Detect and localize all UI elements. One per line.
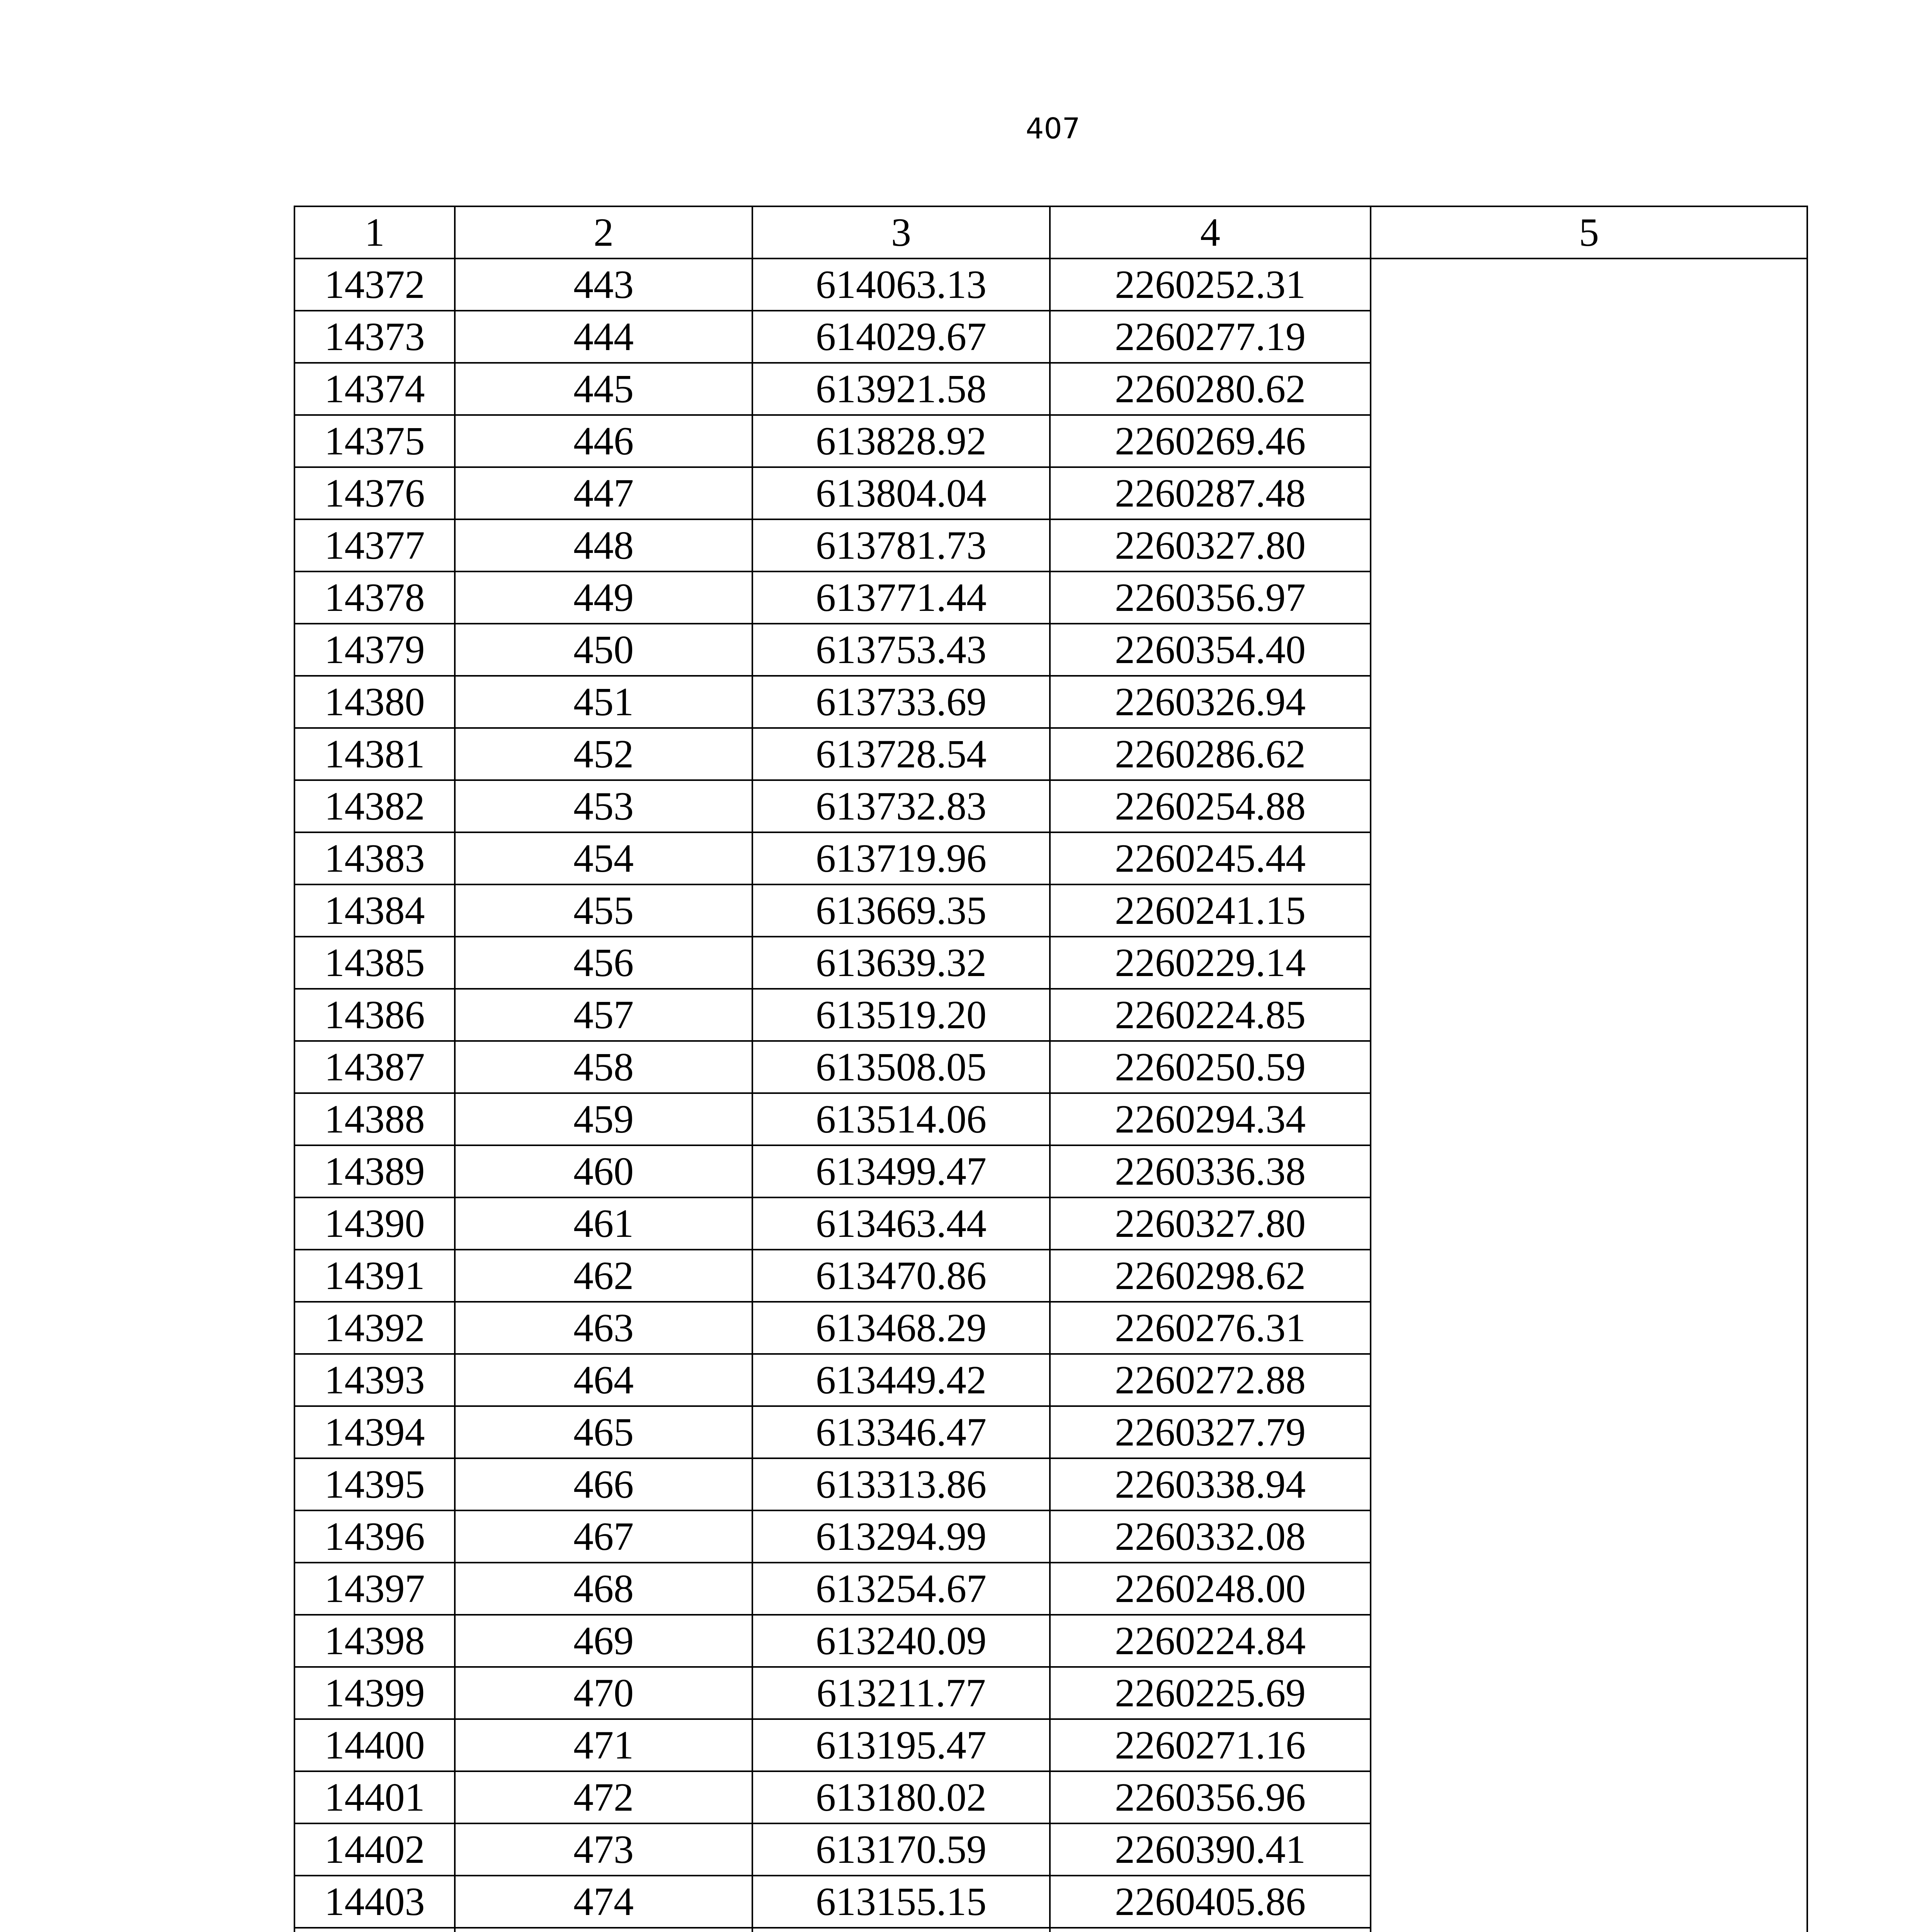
- table-cell-col-2: 455: [455, 884, 752, 937]
- table-cell-col-3: 614063.13: [752, 259, 1050, 311]
- table-cell-col-4: 2260327.79: [1050, 1406, 1371, 1458]
- table-cell-col-1: 14391: [294, 1250, 455, 1302]
- table-cell-col-4: 2260336.38: [1050, 1145, 1371, 1197]
- table-cell-col-3: 613211.77: [752, 1667, 1050, 1719]
- table-cell-col-4: 2260390.41: [1050, 1823, 1371, 1876]
- table-cell-col-4: 2260326.94: [1050, 676, 1371, 728]
- table-cell-col-3: 613728.54: [752, 728, 1050, 780]
- table-cell-col-3: 613828.92: [752, 415, 1050, 467]
- table-cell-col-3: 613719.96: [752, 832, 1050, 884]
- table-cell-col-4: 2260276.31: [1050, 1302, 1371, 1354]
- table-cell-col-3: 613519.20: [752, 989, 1050, 1041]
- table-cell-col-4: 2260354.40: [1050, 624, 1371, 676]
- table-cell-col-2: 464: [455, 1354, 752, 1406]
- table-cell-col-1: 14394: [294, 1406, 455, 1458]
- table-cell-col-4: 2260269.46: [1050, 415, 1371, 467]
- table-cell-col-2: [455, 1928, 752, 1932]
- table-cell-col-3: 613195.47: [752, 1719, 1050, 1771]
- table-cell-col-2: 472: [455, 1771, 752, 1823]
- table-cell-col-4: [1050, 1928, 1371, 1932]
- table-cell-col-3: 613346.47: [752, 1406, 1050, 1458]
- table-cell-col-2: 449: [455, 571, 752, 624]
- table-cell-col-5-merged: [1371, 259, 1807, 1932]
- table-cell-col-4: 2260338.94: [1050, 1458, 1371, 1510]
- table-cell-col-4: 2260277.19: [1050, 311, 1371, 363]
- table-cell-col-2: 448: [455, 519, 752, 571]
- table-cell-col-2: 465: [455, 1406, 752, 1458]
- table-cell-col-2: 453: [455, 780, 752, 832]
- table-cell-col-1: 14398: [294, 1615, 455, 1667]
- table-cell-col-4: 2260225.69: [1050, 1667, 1371, 1719]
- table-header: [294, 206, 1807, 259]
- table-cell-col-4: 2260332.08: [1050, 1510, 1371, 1563]
- header-col-5: 5: [1371, 206, 1807, 259]
- table-cell-col-2: 469: [455, 1615, 752, 1667]
- table-cell-col-2: 460: [455, 1145, 752, 1197]
- table-cell-col-4: 2260327.80: [1050, 519, 1371, 571]
- table-cell-col-3: 613499.47: [752, 1145, 1050, 1197]
- table-cell-col-2: 468: [455, 1563, 752, 1615]
- table-cell-col-3: 613669.35: [752, 884, 1050, 937]
- table-cell-col-4: 2260229.14: [1050, 937, 1371, 989]
- table-cell-col-2: 457: [455, 989, 752, 1041]
- table-cell-col-1: 14381: [294, 728, 455, 780]
- table-cell-col-2: 443: [455, 259, 752, 311]
- table-cell-col-4: 2260252.31: [1050, 259, 1371, 311]
- table-cell-col-4: 2260271.16: [1050, 1719, 1371, 1771]
- table-cell-col-4: 2260405.86: [1050, 1876, 1371, 1928]
- table-cell-col-1: 14380: [294, 676, 455, 728]
- table-cell-col-1: 14376: [294, 467, 455, 519]
- table-row: [294, 259, 1807, 311]
- table-cell-col-1: 14393: [294, 1354, 455, 1406]
- table-cell-col-2: 467: [455, 1510, 752, 1563]
- table-cell-col-4: 2260356.96: [1050, 1771, 1371, 1823]
- table-cell-col-3: 613180.02: [752, 1771, 1050, 1823]
- table-cell-col-3: 613294.99: [752, 1510, 1050, 1563]
- table-cell-col-1: 14387: [294, 1041, 455, 1093]
- table-cell-col-4: 2260272.88: [1050, 1354, 1371, 1406]
- table-cell-col-4: 2260254.88: [1050, 780, 1371, 832]
- table-cell-col-3: 613508.05: [752, 1041, 1050, 1093]
- table-cell-col-1: 14375: [294, 415, 455, 467]
- table-cell-col-3: 613639.32: [752, 937, 1050, 989]
- table-cell-col-3: 613240.09: [752, 1615, 1050, 1667]
- table-cell-col-2: 463: [455, 1302, 752, 1354]
- table-cell-col-2: 446: [455, 415, 752, 467]
- table-cell-col-2: 454: [455, 832, 752, 884]
- table-cell-col-1: 14388: [294, 1093, 455, 1145]
- table-cell-col-2: 471: [455, 1719, 752, 1771]
- table-cell-col-1: 14399: [294, 1667, 455, 1719]
- table-cell-col-4: 2260286.62: [1050, 728, 1371, 780]
- table-cell-col-1: 14401: [294, 1771, 455, 1823]
- table-cell-col-2: 459: [455, 1093, 752, 1145]
- table-cell-col-3: 613804.04: [752, 467, 1050, 519]
- table-cell-col-4: 2260224.84: [1050, 1615, 1371, 1667]
- table-cell-col-1: 14372: [294, 259, 455, 311]
- table-cell-col-2: 447: [455, 467, 752, 519]
- table-cell-col-4: 2260248.00: [1050, 1563, 1371, 1615]
- header-col-4: 4: [1050, 206, 1371, 259]
- table-cell-col-3: 613468.29: [752, 1302, 1050, 1354]
- table-cell-col-3: 613313.86: [752, 1458, 1050, 1510]
- table-cell-col-3: 613170.59: [752, 1823, 1050, 1876]
- page-number: 407: [1026, 112, 1080, 145]
- table-cell-col-1: 14379: [294, 624, 455, 676]
- table-cell-col-2: 458: [455, 1041, 752, 1093]
- table-cell-col-1: 14392: [294, 1302, 455, 1354]
- table-cell-col-2: 462: [455, 1250, 752, 1302]
- table-cell-col-2: 461: [455, 1197, 752, 1250]
- table-cell-col-4: 2260356.97: [1050, 571, 1371, 624]
- table-cell-col-3: 613753.43: [752, 624, 1050, 676]
- table-cell-col-4: 2260224.85: [1050, 989, 1371, 1041]
- table-cell-col-4: 2260287.48: [1050, 467, 1371, 519]
- table-cell-col-3: 613155.15: [752, 1876, 1050, 1928]
- table-cell-col-3: 614029.67: [752, 311, 1050, 363]
- table-cell-col-1: 14374: [294, 363, 455, 415]
- table-cell-col-3: 613514.06: [752, 1093, 1050, 1145]
- table-cell-col-4: 2260241.15: [1050, 884, 1371, 937]
- header-col-1: 1: [294, 206, 455, 259]
- table-cell-col-4: 2260250.59: [1050, 1041, 1371, 1093]
- table-cell-col-4: 2260294.34: [1050, 1093, 1371, 1145]
- table-cell-col-3: 613771.44: [752, 571, 1050, 624]
- table-cell-col-2: 456: [455, 937, 752, 989]
- table-cell-col-1: 14373: [294, 311, 455, 363]
- table-cell-col-2: 445: [455, 363, 752, 415]
- table-cell-col-4: 2260245.44: [1050, 832, 1371, 884]
- table-cell-col-1: 14383: [294, 832, 455, 884]
- table-cell-col-2: 452: [455, 728, 752, 780]
- table-cell-col-2: 474: [455, 1876, 752, 1928]
- table-cell-col-2: 450: [455, 624, 752, 676]
- table-cell-col-1: 14400: [294, 1719, 455, 1771]
- table-cell-col-3: 613449.42: [752, 1354, 1050, 1406]
- coordinates-table: [294, 206, 1808, 1932]
- table-cell-col-2: 451: [455, 676, 752, 728]
- table-cell-col-1: 14385: [294, 937, 455, 989]
- table-cell-col-3: 613463.44: [752, 1197, 1050, 1250]
- table-cell-col-1: 14378: [294, 571, 455, 624]
- table-cell-col-3: 613733.69: [752, 676, 1050, 728]
- table-cell-col-1: 14390: [294, 1197, 455, 1250]
- table-cell-col-2: 466: [455, 1458, 752, 1510]
- table-cell-col-1: 14402: [294, 1823, 455, 1876]
- table-cell-col-1: 14386: [294, 989, 455, 1041]
- table-cell-col-1: 14395: [294, 1458, 455, 1510]
- table-cell-col-1: 14377: [294, 519, 455, 571]
- table-cell-col-1: 14389: [294, 1145, 455, 1197]
- table-cell-col-2: 470: [455, 1667, 752, 1719]
- table-cell-col-3: [752, 1928, 1050, 1932]
- table-cell-col-3: 613254.67: [752, 1563, 1050, 1615]
- table-cell-col-1: [294, 1928, 455, 1932]
- table-cell-col-1: 14384: [294, 884, 455, 937]
- table-cell-col-3: 613470.86: [752, 1250, 1050, 1302]
- header-col-3: 3: [752, 206, 1050, 259]
- header-row: [294, 206, 1807, 259]
- header-col-2: 2: [455, 206, 752, 259]
- table-cell-col-4: 2260280.62: [1050, 363, 1371, 415]
- table-cell-col-1: 14397: [294, 1563, 455, 1615]
- table-cell-col-1: 14403: [294, 1876, 455, 1928]
- table-cell-col-4: 2260298.62: [1050, 1250, 1371, 1302]
- table-cell-col-2: 473: [455, 1823, 752, 1876]
- table-body: [294, 259, 1807, 1932]
- table-cell-col-2: 444: [455, 311, 752, 363]
- table-cell-col-4: 2260327.80: [1050, 1197, 1371, 1250]
- table-cell-col-1: 14396: [294, 1510, 455, 1563]
- table-cell-col-3: 613732.83: [752, 780, 1050, 832]
- table-cell-col-3: 613921.58: [752, 363, 1050, 415]
- table-cell-col-3: 613781.73: [752, 519, 1050, 571]
- table-cell-col-1: 14382: [294, 780, 455, 832]
